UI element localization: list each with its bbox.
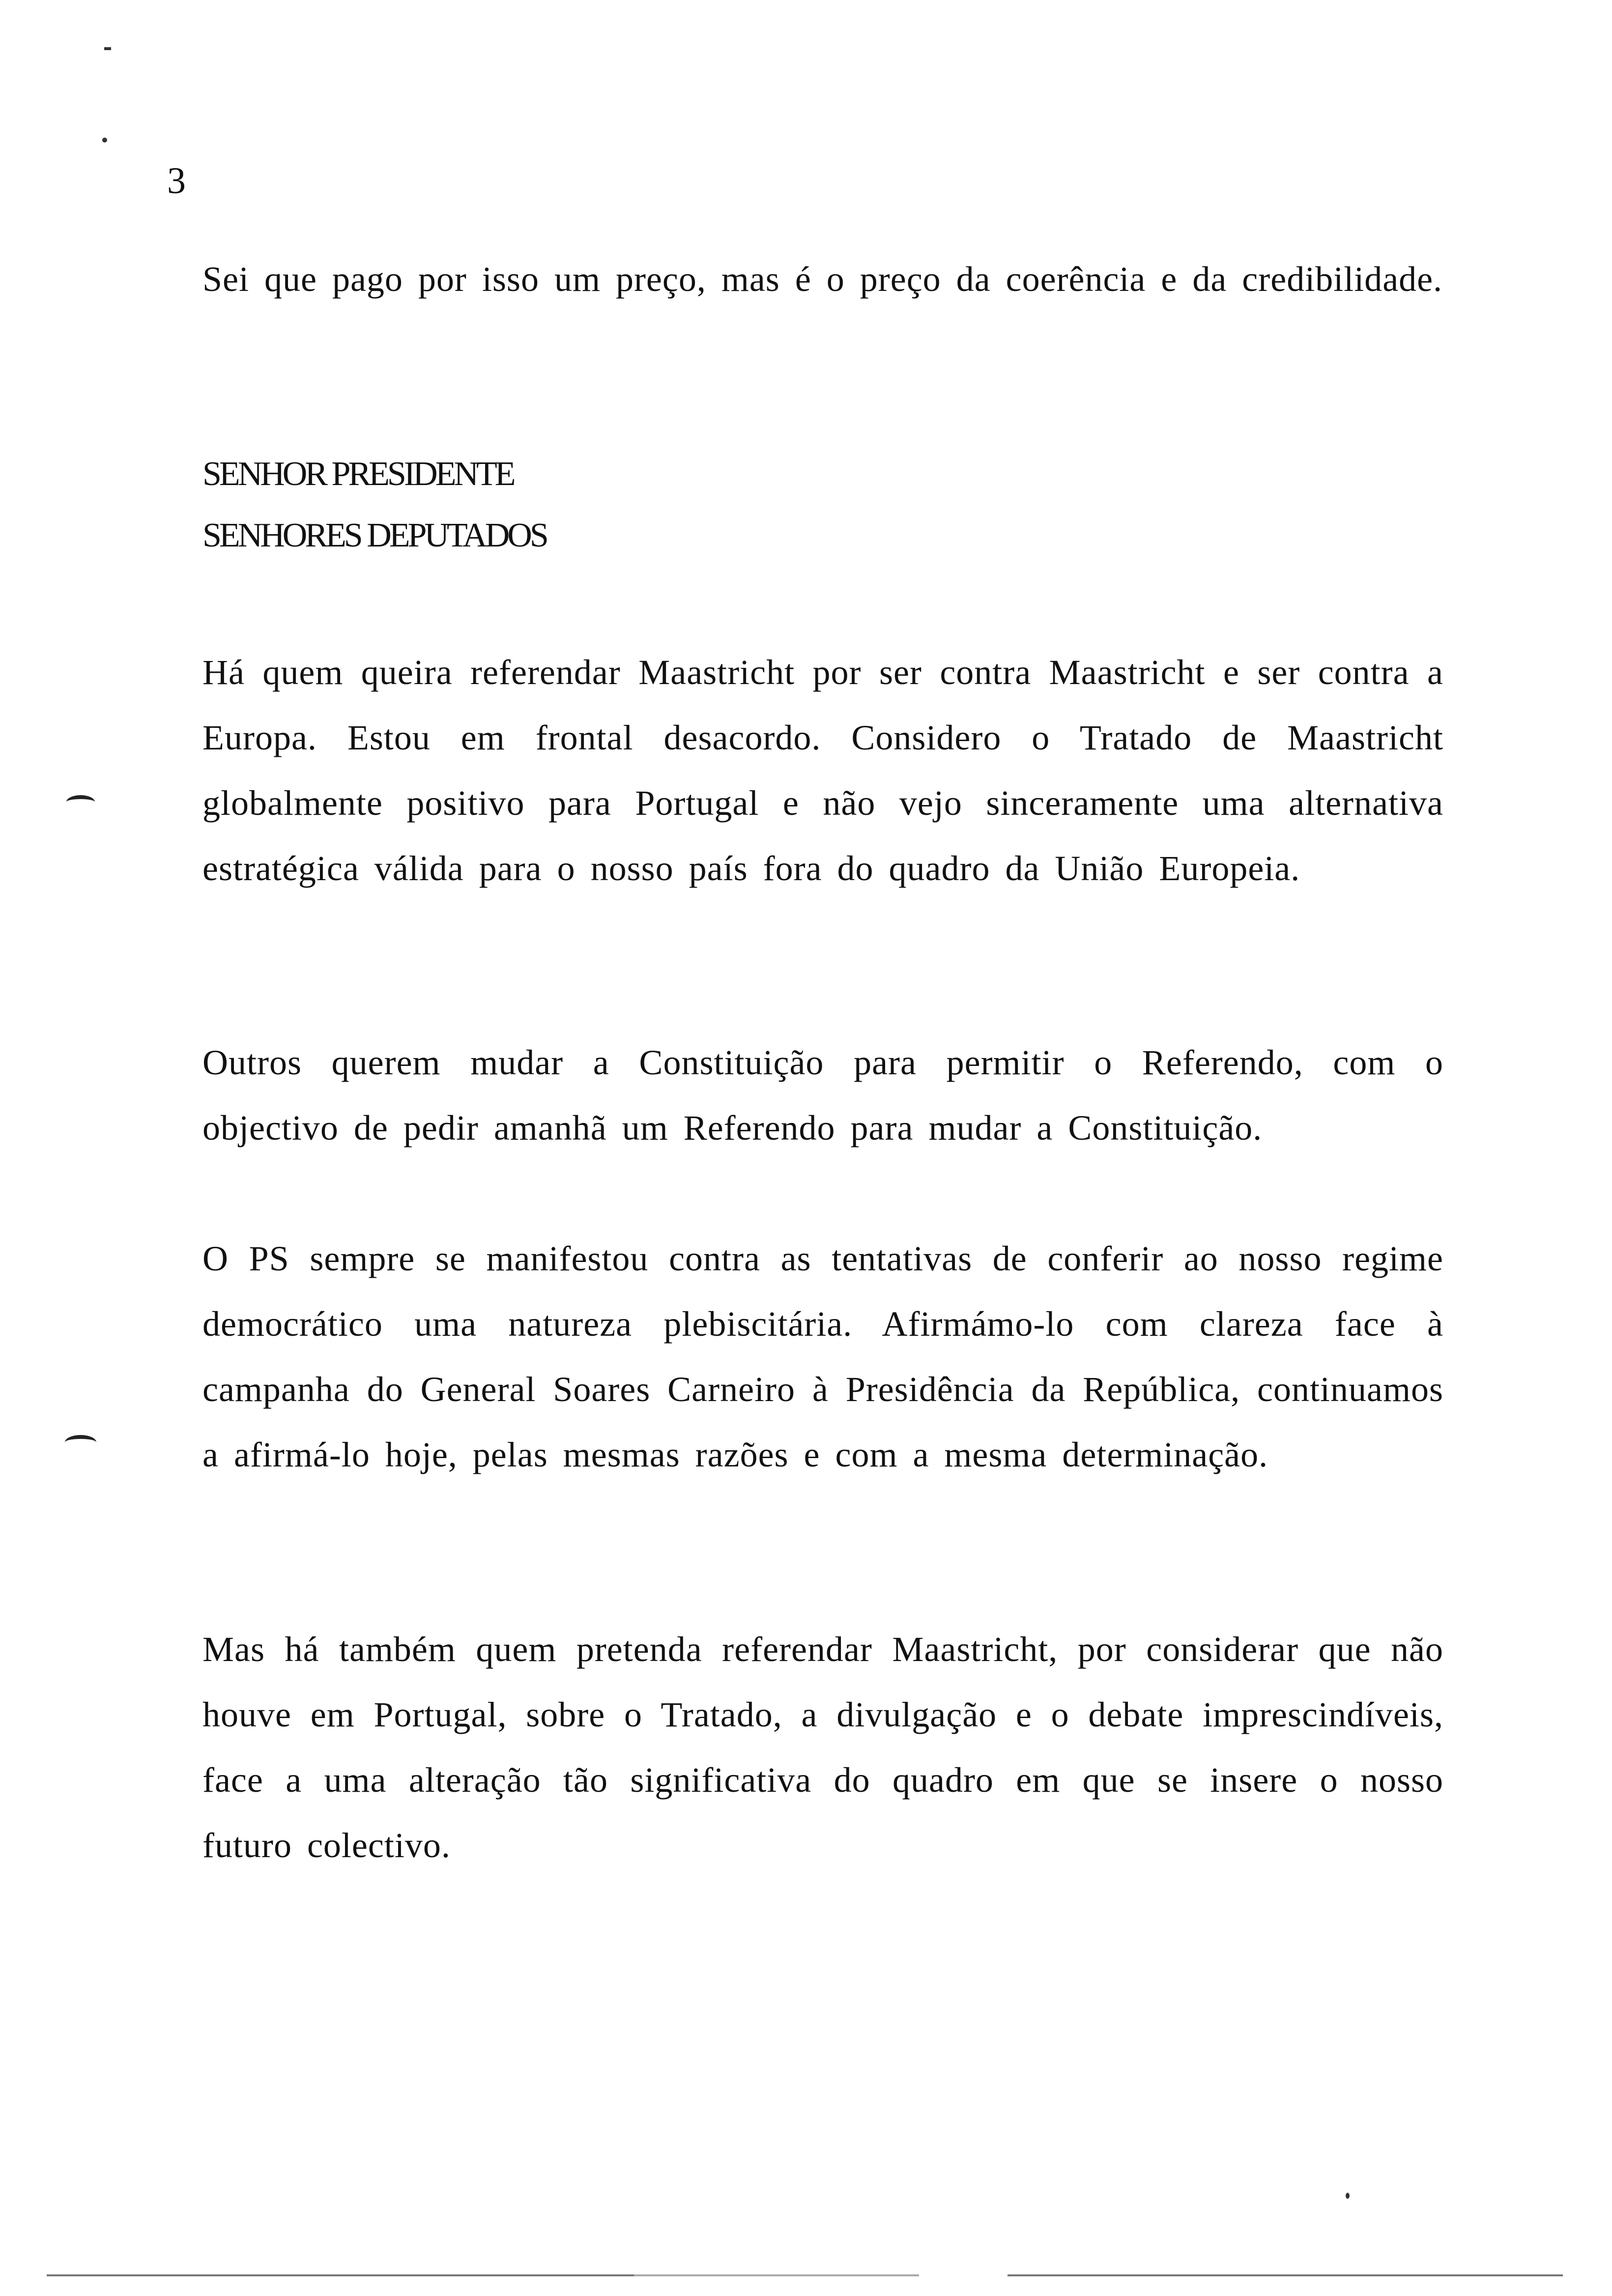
footer-rule — [634, 2274, 919, 2276]
scan-speck — [104, 47, 111, 50]
paragraph-5: Mas há também quem pretenda referendar Maastricht, por considerar que não houve em Portugal, sobre o Tratado, a divulgação e o debate imprescindíveis, face a uma alteração tão significativa do quadro em que se insere o nosso futuro colectivo. — [202, 1630, 1443, 1865]
hole-punch-mark — [66, 795, 95, 809]
salutation-line-2: SENHORES DEPUTADOS — [202, 517, 547, 554]
paragraph-1: Sei que pago por isso um preço, mas é o preço da coerência e da credibilidade. — [202, 259, 1443, 299]
footer-rule — [47, 2274, 634, 2276]
paragraph-3: Outros querem mudar a Constituição para permitir o Referendo, com o objectivo de pedir amanhã um Referendo para mudar a Constituição. — [202, 1043, 1443, 1148]
footer-rule — [1008, 2274, 1563, 2276]
salutation-line-1: SENHOR PRESIDENTE — [202, 455, 514, 493]
scan-speck — [102, 138, 107, 143]
page-number: 3 — [167, 160, 186, 201]
paragraph-4: O PS sempre se manifestou contra as tentativas de conferir ao nosso regime democrático uma natureza plebiscitária. Afirmámo-lo com clareza face à campanha do General Soares Carneiro à Presidência da República, continuamos a afirmá-lo hoje, pelas mesmas razões e com a mesma determinação. — [202, 1239, 1443, 1474]
hole-punch-mark — [65, 1435, 96, 1450]
scan-speck — [1346, 2193, 1350, 2199]
paragraph-2: Há quem queira referendar Maastricht por ser contra Maastricht e ser contra a Europa. Estou em frontal desacordo. Considero o Tratado de Maastricht globalmente positivo para Portugal e não vejo sinceramente uma alternativa estratégica válida para o nosso país fora do quadro da União Europeia. — [202, 653, 1443, 888]
